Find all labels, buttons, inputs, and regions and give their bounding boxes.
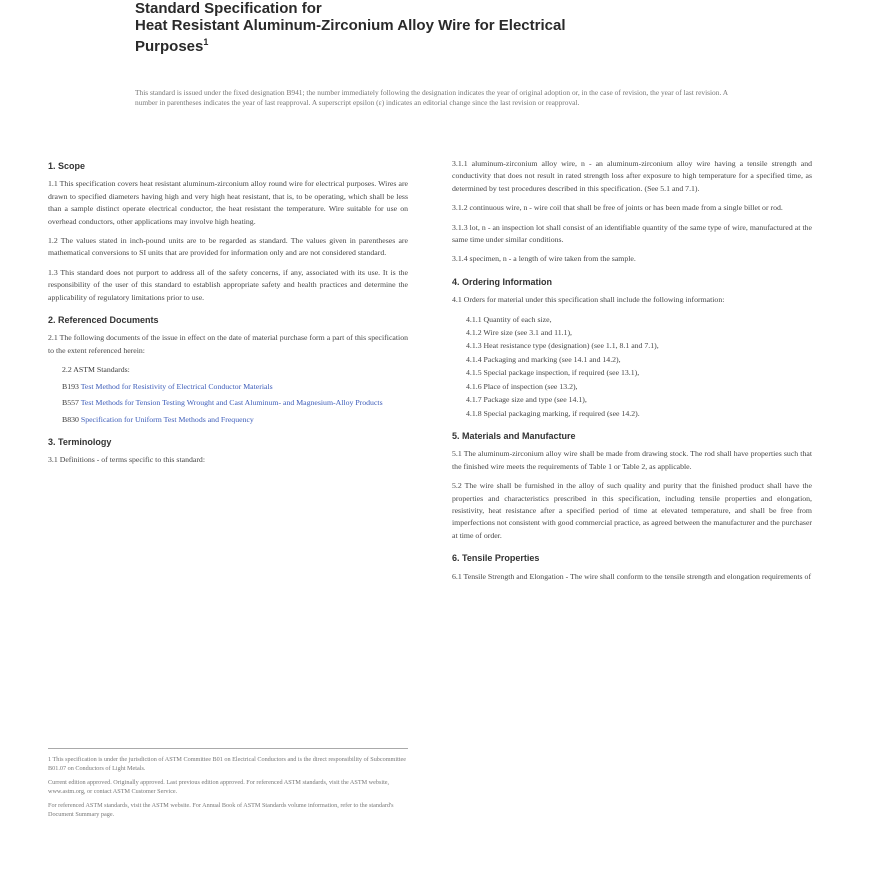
reference-b193[interactable]: B193 Test Method for Resistivity of Electrical Conductor Materials	[62, 381, 273, 391]
reference-link-b193[interactable]: Test Method for Resistivity of Electrical Conductor Materials	[80, 381, 273, 391]
ordering-item: 4.1.8 Special packaging marking, if required (see 14.2).	[466, 408, 640, 418]
paragraph-3-1-3: 3.1.3 lot, n - an inspection lot shall consist of an identifiable quantity of the same type of wire, manufactured at the same time under similar conditions.	[452, 222, 812, 245]
designation-note: This standard is issued under the fixed designation B941; the number immediately following the designation indicates the year of original adoption or, in the case of revision, the year of last revision. A number in parentheses indicates the year of last reapproval. A superscript epsilon (ε) indicates an editorial change since the last revision or reapproval.	[135, 88, 728, 107]
paragraph-3-1: 3.1 Definitions - of terms specific to this standard:	[48, 455, 205, 465]
ordering-item: 4.1.6 Place of inspection (see 13.2),	[466, 381, 578, 391]
paragraph-5-1: 5.1 The aluminum-zirconium alloy wire shall be made from drawing stock. The rod shall have properties such that the finished wire meets the requirements of Table 1 or Table 2, as applicable.	[452, 449, 812, 471]
ordering-item: 4.1.3 Heat resistance type (designation) (see 1.1, 8.1 and 7.1),	[466, 341, 659, 351]
paragraph-5-2: 5.2 The wire shall be furnished in the alloy of such quality and purity that the finished product shall have the properties and characteristics prescribed in this specification, including tensile properties and elongation, resistivity, heat resistance after a specified period of time at elevated temperature, and shall be free from imperfections not consistent with good commercial practice, as agreed between the manufacturer and the purchaser at time of order.	[452, 481, 812, 540]
paragraph-1-1: 1.1 This specification covers heat resistant aluminum-zirconium alloy round wire for electrical purposes. Wires are drawn to specified diameters having high and very high heat resistant, that is, to be operating, which shall be less than a sample distinct operate electrical conductor, the heat resistant the temperature. Wire suitable for use on overhead conductors, other applications may involve high heating.	[48, 179, 408, 226]
document-title	[135, 0, 775, 55]
section-heading-terminology: 3. Terminology	[48, 436, 112, 447]
reference-link-b830[interactable]: Specification for Uniform Test Methods and Frequency	[80, 414, 254, 424]
section-heading-materials: 5. Materials and Manufacture	[452, 430, 576, 441]
paragraph-1-3: 1.3 This standard does not purport to address all of the safety concerns, if any, associated with its use. It is the responsibility of the user of this standard to establish appropriate safety and health practices and determine the applicability of regulatory limitations prior to use.	[48, 267, 408, 302]
footnote-3: For referenced ASTM standards, visit the ASTM website. For Annual Book of ASTM Standards volume information, refer to the standard's Document Summary page.	[48, 802, 394, 818]
reference-link-b557[interactable]: Test Methods for Tension Testing Wrought and Cast Aluminum- and Magnesium-Alloy Products	[80, 398, 383, 408]
right-column	[452, 158, 812, 590]
section-heading-scope: 1. Scope	[48, 161, 86, 171]
paragraph-3-1-4: 3.1.4 specimen, n - a length of wire taken from the sample.	[452, 254, 636, 264]
paragraph-2-1: 2.1 The following documents of the issue in effect on the date of material purchase form a part of this specification to the extent referenced herein:	[48, 333, 408, 355]
footnote-1: 1 This specification is under the jurisdiction of ASTM Committee B01 on Electrical Conductors and is the direct responsibility of Subcommittee B01.07 on Conductors of Light Metals.	[48, 756, 407, 772]
paragraph-4-1: 4.1 Orders for material under this specification shall include the following information:	[452, 295, 725, 305]
ordering-item: 4.1.2 Wire size (see 3.1 and 11.1),	[466, 328, 572, 338]
title-line-1: Standard Specification for	[135, 0, 322, 17]
title-line-3: Purposes$^1$	[135, 37, 209, 55]
reference-b557[interactable]: B557 Test Methods for Tension Testing Wrought and Cast Aluminum- and Magnesium-Alloy Products	[62, 398, 383, 408]
paragraph-3-1-1: 3.1.1 aluminum-zirconium alloy wire, n - an aluminum-zirconium alloy wire having a tensile strength and conductivity that does not result in rated strength loss after exposure to high temperature for a specified time, as determined by test procedures described in this specification. (See 5.1 and 7.1).	[452, 159, 812, 193]
section-heading-ordering: 4. Ordering Information	[452, 276, 553, 287]
ordering-item: 4.1.7 Package size and type (see 14.1),	[466, 395, 587, 405]
section-heading-tensile: 6. Tensile Properties	[452, 553, 540, 564]
reference-astm-standards: 2.2 ASTM Standards:	[62, 365, 130, 375]
reference-b830[interactable]: B830 Specification for Uniform Test Methods and Frequency	[62, 414, 254, 424]
paragraph-1-2: 1.2 The values stated in inch-pound units are to be regarded as standard. The values given in parentheses are mathematical conversions to SI units that are provided for information only and are not considered standard.	[48, 236, 408, 258]
ordering-item: 4.1.5 Special package inspection, if required (see 13.1),	[466, 368, 640, 378]
ordering-item: 4.1.4 Packaging and marking (see 14.1 and 14.2),	[466, 354, 621, 364]
footnotes	[48, 748, 408, 824]
paragraph-3-1-2: 3.1.2 continuous wire, n - wire coil that shall be free of joints or has been made from a single billet or rod.	[452, 203, 783, 213]
footnote-2: Current edition approved. Originally approved. Last previous edition approved. For referenced ASTM standards, visit the ASTM website, www.astm.org, or contact ASTM Customer Service.	[48, 779, 390, 795]
title-line-2: Heat Resistant Aluminum-Zirconium Alloy Wire for Electrical	[135, 17, 566, 34]
left-column	[48, 160, 408, 474]
section-heading-referenced-documents: 2. Referenced Documents	[48, 315, 159, 326]
paragraph-6-1: 6.1 Tensile Strength and Elongation - The wire shall conform to the tensile strength and elongation requirements of	[452, 571, 812, 581]
ordering-item: 4.1.1 Quantity of each size,	[466, 314, 552, 324]
